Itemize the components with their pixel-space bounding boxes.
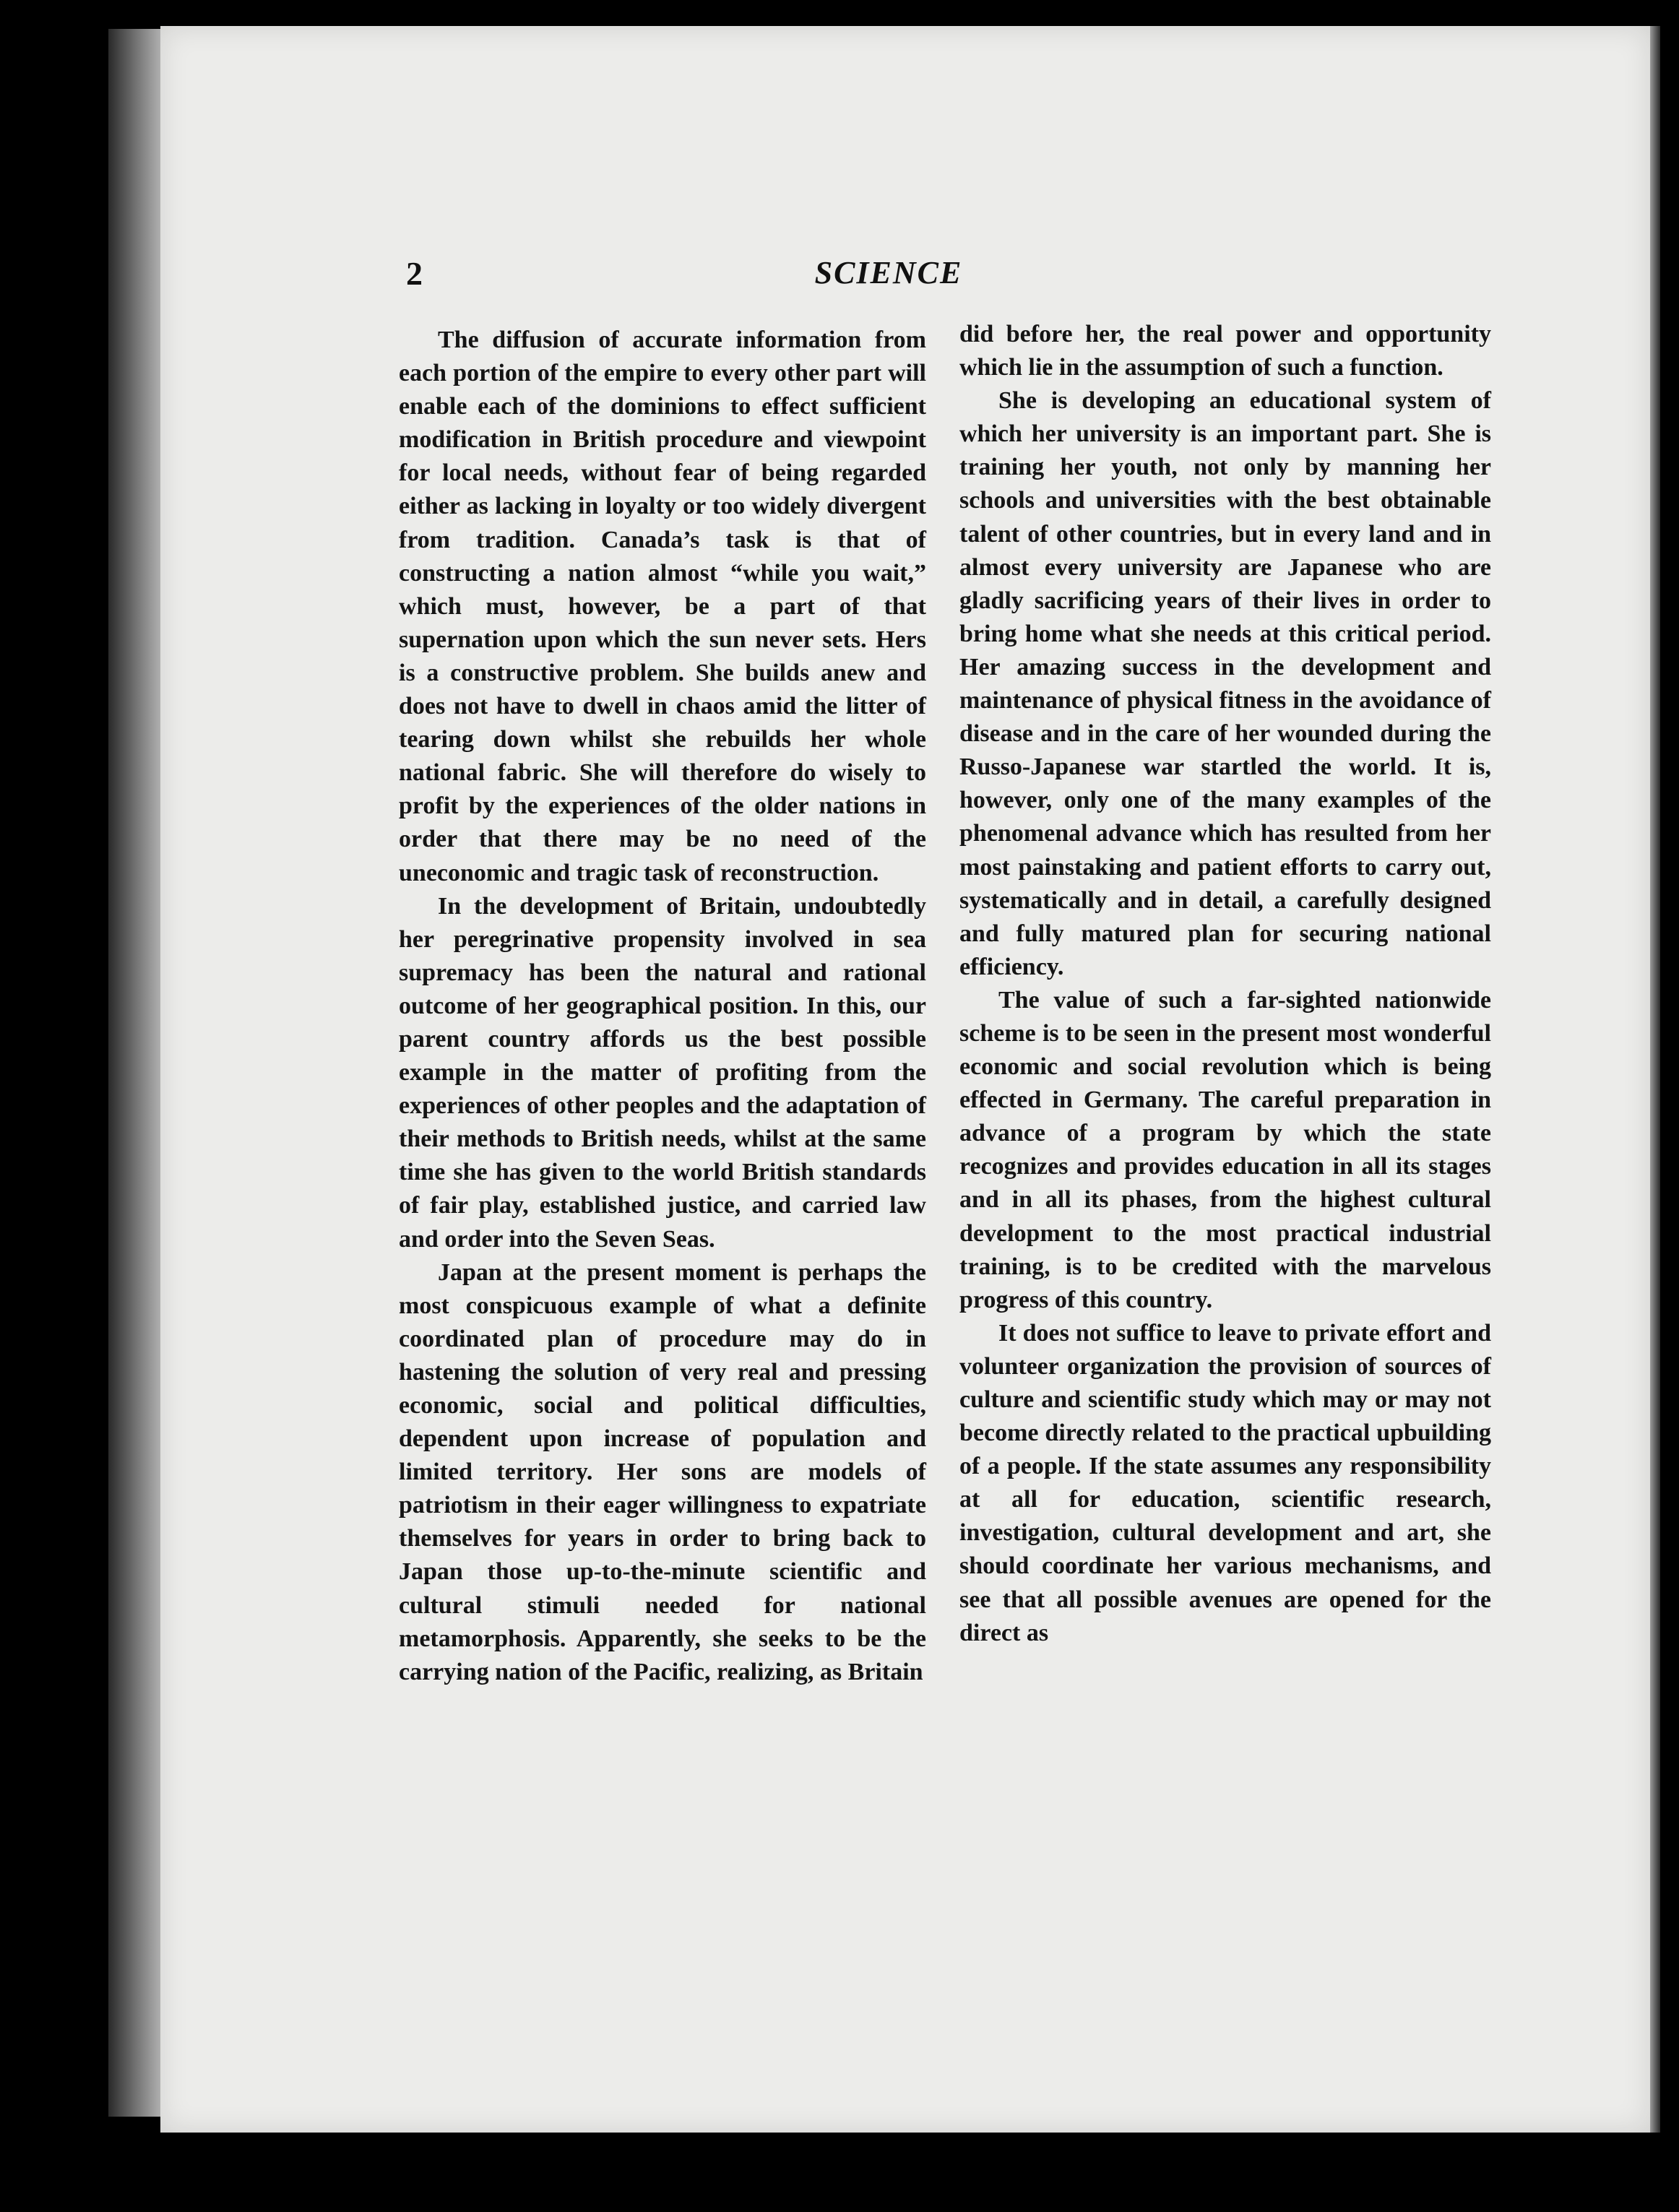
journal-title: SCIENCE <box>814 255 963 290</box>
paragraph: The diffusion of accurate information from each portion of the empire to every other part will enable each of the dominions to effect sufficient modification in British procedure and viewpoint for local needs, without fear of being regarded either as lacking in loyalty or too widely divergent from tradition. Canada’s task is that of constructing a nation almost “while you wait,” which must, however, be a part of that supernation upon which the sun never sets. Hers is a constructive problem. She builds anew and does not have to dwell in chaos amid the litter of tearing down whilst she rebuilds her whole national fabric. She will therefore do wisely to profit by the experiences of the older nations in order that there may be no need of the uneconomic and tragic task of reconstruction. <box>399 327 926 886</box>
page-edge-shadow <box>1650 26 1660 2133</box>
paragraph: It does not suffice to leave to private effort and volunteer organization the provision of sources of culture and scientific study which may or may not become directly related to the practical upbuilding of a people. If the state assumes any responsibility at all for education, scientific research, investigation, cultural development and art, she should coordinate her various mechanisms, and see that all possible avenues are opened for the direct as <box>959 1319 1491 1646</box>
paragraph: Japan at the present moment is perhaps the most conspicuous example of what a definite coordinated plan of procedure may do in hastening the solution of very real and pressing economic, social and political difficulties, dependent upon increase of population and limited territory. Her sons are models of patriotism in their eager willingness to expatriate themselves for years in order to bring back to Japan those up-to-the-minute scientific and cultural stimuli needed for national metamorphosis. Apparently, she seeks to be the carrying nation of the Pacific, realizing, as Britain <box>399 1258 926 1685</box>
paragraph: The value of such a far-sighted nationwide scheme is to be seen in the present most wonderful economic and social revolution which is being effected in Germany. The careful preparation in advance of a program by which the state recognizes and provides education in all its stages and in all its phases, from the highest cultural development to the most practical industrial training, is to be credited with the marvelous progress of this country. <box>959 986 1491 1313</box>
paragraph: In the development of Britain, undoubtedly her peregrinative propensity involved in sea supremacy has been the natural and rational outcome of her geographical position. In this, our parent country affords us the best possible example in the matter of profiting from the experiences of other peoples and the adaptation of their methods to British needs, whilst at the same time she has given to the world British standards of fair play, established justice, and carried law and order into the Seven Seas. <box>399 892 926 1253</box>
paragraph: She is developing an educational system of which her university is an important part. She is training her youth, not only by manning her schools and universities with the best obtainable talent of other countries, but in every land and in almost every university are Japanese who are gladly sacrificing years of their lives in order to bring home what she needs at this critical period. Her amazing success in the development and maintenance of physical fitness in the avoidance of disease and in the care of her wounded during the Russo-Japanese war startled the world. It is, however, only one of the many examples of the phenomenal advance which has resulted from her most painstaking and patient efforts to carry out, systematically and in detail, a carefully designed and fully matured plan for securing national efficiency. <box>959 387 1491 980</box>
left-column <box>399 324 926 1689</box>
binding-shadow <box>108 29 166 2117</box>
scan-speck <box>27 497 33 506</box>
page-number: 2 <box>406 255 423 292</box>
scan-speck <box>750 2151 754 2156</box>
paragraph: did before her, the real power and opportunity which lie in the assumption of such a function. <box>959 321 1491 381</box>
scan-speck <box>334 2147 341 2157</box>
right-column <box>959 318 1491 1650</box>
